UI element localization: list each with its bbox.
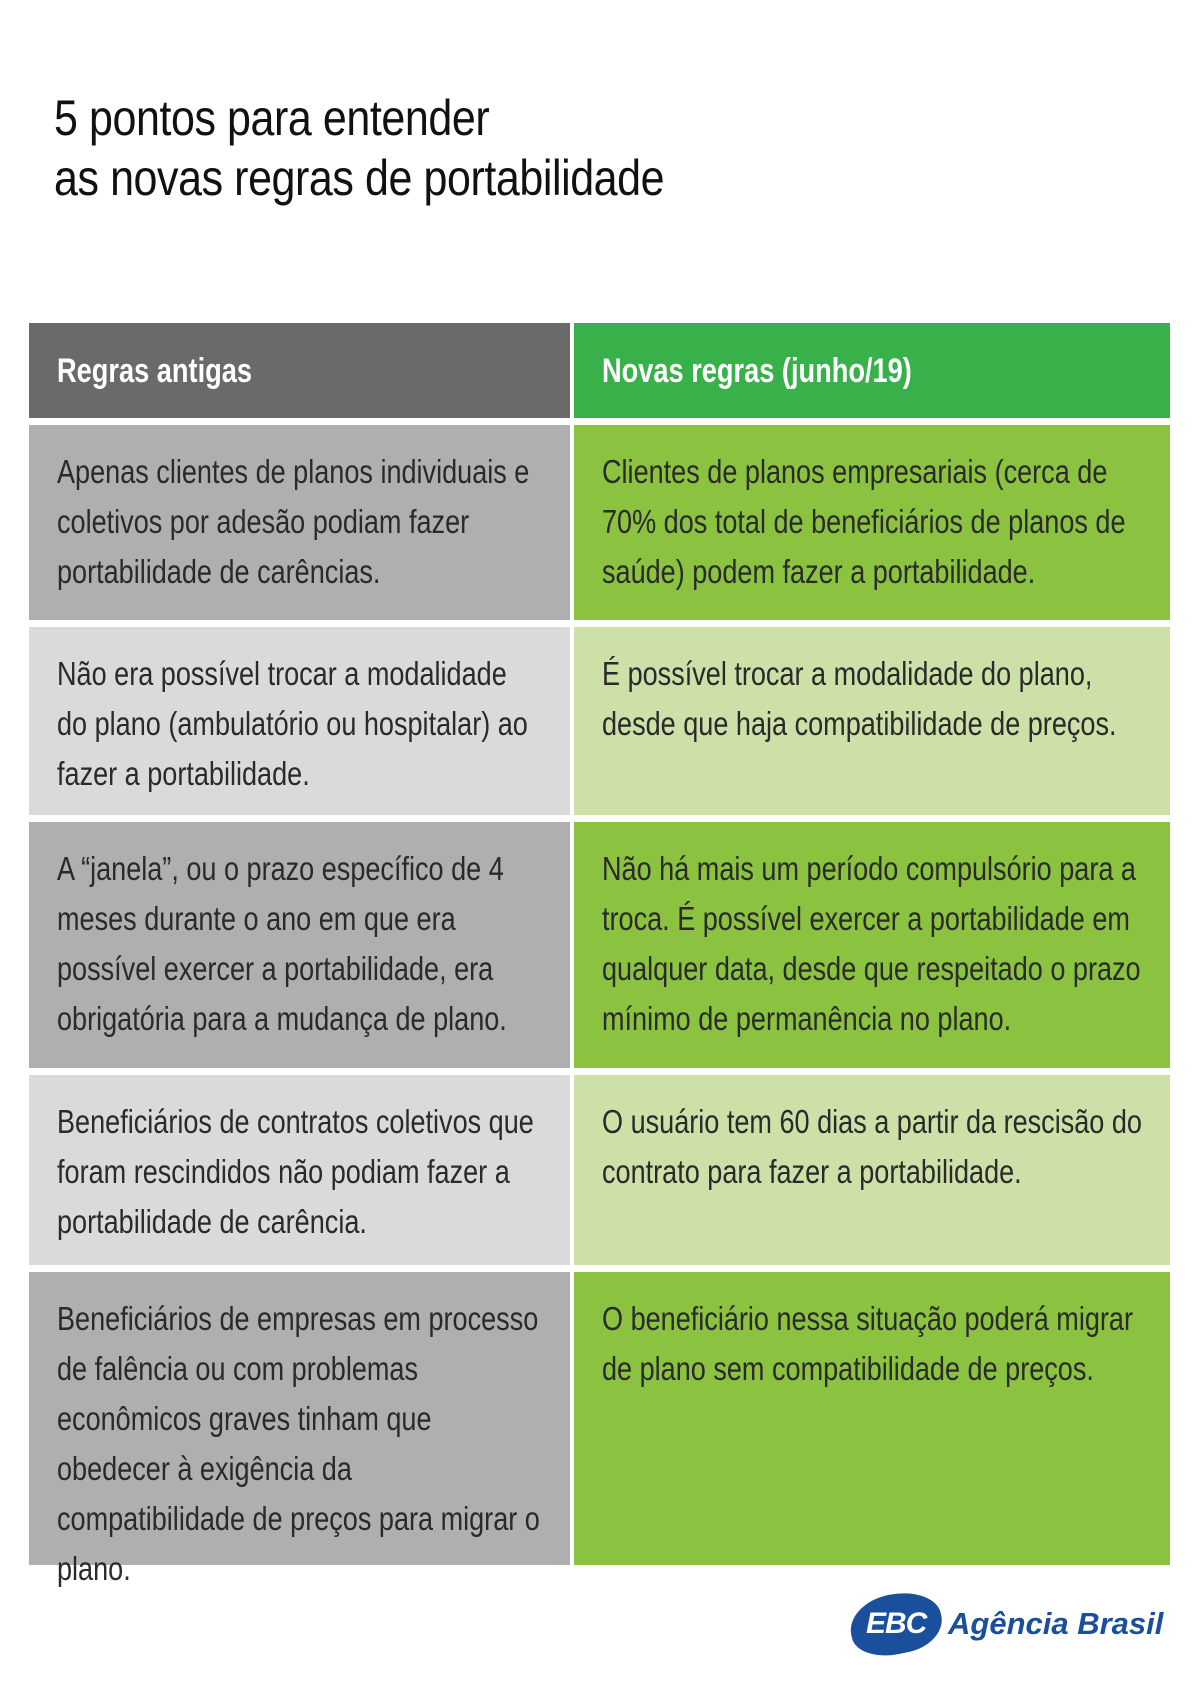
new-rule-cell: É possível trocar a modalidade do plano, desde que haja compatibilidade de preços.	[574, 627, 1170, 815]
table-row	[29, 627, 1170, 815]
table-row	[29, 822, 1170, 1068]
comparison-table	[29, 323, 1170, 1587]
old-rule-cell: Não era possível trocar a modalidade do plano (ambulatório ou hospitalar) ao fazer a portabilidade.	[29, 627, 570, 815]
title-line-1: 5 pontos para entender	[54, 90, 490, 146]
old-rule-cell: Beneficiários de empresas em processo de falência ou com problemas econômicos graves tinham que obedecer à exigência da compatibilidade de preços para migrar o plano.	[29, 1272, 570, 1565]
old-rule-cell: A “janela”, ou o prazo específico de 4 meses durante o ano em que era possível exercer a portabilidade, era obrigatória para a mudança de plano.	[29, 822, 570, 1068]
new-rule-cell: Clientes de planos empresariais (cerca de 70% dos total de beneficiários de planos de saúde) podem fazer a portabilidade.	[574, 425, 1170, 620]
title-line-2: as novas regras de portabilidade	[54, 150, 665, 206]
table-header-row	[29, 323, 1170, 418]
table-row	[29, 1075, 1170, 1265]
new-rule-cell: Não há mais um período compulsório para a troca. É possível exercer a portabilidade em qualquer data, desde que respeitado o prazo mínimo de permanência no plano.	[574, 822, 1170, 1068]
logo-mark: EBC	[865, 1607, 927, 1640]
ebc-agencia-brasil-logo	[850, 1588, 1180, 1660]
header-old-rules: Regras antigas	[29, 323, 570, 418]
table-row	[29, 425, 1170, 620]
table-row	[29, 1272, 1170, 1587]
new-rule-cell: O usuário tem 60 dias a partir da rescisão do contrato para fazer a portabilidade.	[574, 1075, 1170, 1265]
old-rule-cell: Beneficiários de contratos coletivos que foram rescindidos não podiam fazer a portabilidade de carência.	[29, 1075, 570, 1265]
logo-name: Agência Brasil	[948, 1606, 1164, 1641]
new-rule-cell: O beneficiário nessa situação poderá migrar de plano sem compatibilidade de preços.	[574, 1272, 1170, 1565]
header-new-rules: Novas regras (junho/19)	[574, 323, 1170, 418]
old-rule-cell: Apenas clientes de planos individuais e coletivos por adesão podiam fazer portabilidade de carências.	[29, 425, 570, 620]
ebc-oval-logo-icon	[845, 1585, 947, 1663]
page-title	[54, 88, 664, 208]
